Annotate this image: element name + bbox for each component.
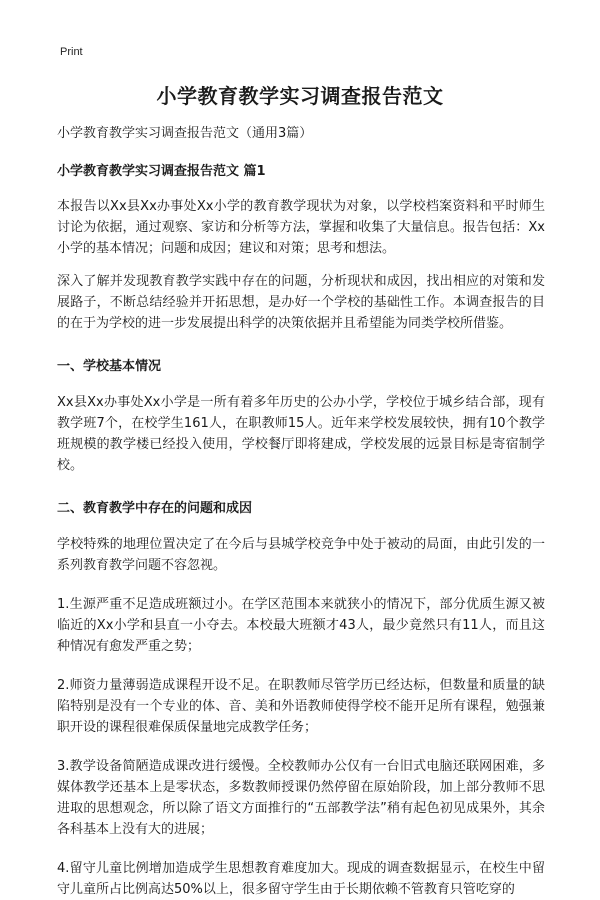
paragraph-problem-4: 4.留守儿童比例增加造成学生思想教育难度加大。现成的调查数据显示，在校生中留守儿童所占比例高达50%以上，很多留守学生由于长期依赖不管教育只管吃穿的 xyxy=(57,861,545,897)
section-heading: 小学教育教学实习调查报告范文 篇1 xyxy=(57,164,266,179)
paragraph-intro-2: 深入了解并发现教育教学实践中存在的问题，分析现状和成因，找出相应的对策和发展路子，不断总结经验并开拓思想，是办好一个学校的基础性工作。本调查报告的目的在于为学校的进一步发展提出科学的决策依据并且希望能为同类学校所借鉴。 xyxy=(57,274,545,331)
paragraph-basic-info: Xx县Xx办事处Xx小学是一所有着多年历史的公办小学，学校位于城乡结合部，现有教学班7个，在校学生161人，在职教师15人。近年来学校发展较快，拥有10个教学班规模的教学楼已经投入使用，学校餐厅即将建成，学校发展的远景目标是寄宿制学校。 xyxy=(57,395,545,473)
paragraph-problem-3: 3.教学设备简陋造成课改进行缓慢。全校教师办公仅有一台旧式电脑还联网困难，多媒体教学还基本上是零状态，多数教师授课仍然停留在原始阶段，加上部分教师不思进取的思想观念，所以除了语文方面推行的“五部教学法”稍有起色初见成果外，其余各科基本上没有大的进展； xyxy=(57,759,545,837)
heading-basic-info: 一、学校基本情况 xyxy=(57,359,162,374)
paragraph-problem-1: 1.生源严重不足造成班额过小。在学区范围本来就狭小的情况下，部分优质生源又被临近的Xx小学和县直一小夺去。本校最大班额才43人，最少竟然只有11人，而且这种情况有愈发严重之势； xyxy=(57,597,545,654)
paragraph-intro-1: 本报告以Xx县Xx办事处Xx小学的教育教学现状为对象，以学校档案资料和平时师生讨论为依据，通过观察、家访和分析等方法，掌握和收集了大量信息。报告包括：Xx小学的基本情况；问题和成因；建议和对策；思考和想法。 xyxy=(57,199,545,256)
heading-problems: 二、教育教学中存在的问题和成因 xyxy=(57,501,253,516)
paragraph-problem-2: 2.师资力量薄弱造成课程开设不足。在职教师尽管学历已经达标，但数量和质量的缺陷特别是没有一个专业的体、音、美和外语教师使得学校不能开足所有课程，勉强兼职开设的课程很难保质保量地完成教学任务； xyxy=(57,678,545,735)
document-body xyxy=(57,123,545,900)
print-link[interactable]: Print xyxy=(60,46,83,58)
paragraph-problems-intro: 学校特殊的地理位置决定了在今后与县城学校竞争中处于被动的局面，由此引发的一系列教育教学问题不容忽视。 xyxy=(57,537,545,573)
document-title: 小学教育教学实习调查报告范文 xyxy=(156,84,444,108)
document-subtitle: 小学教育教学实习调查报告范文（通用3篇） xyxy=(57,126,313,141)
